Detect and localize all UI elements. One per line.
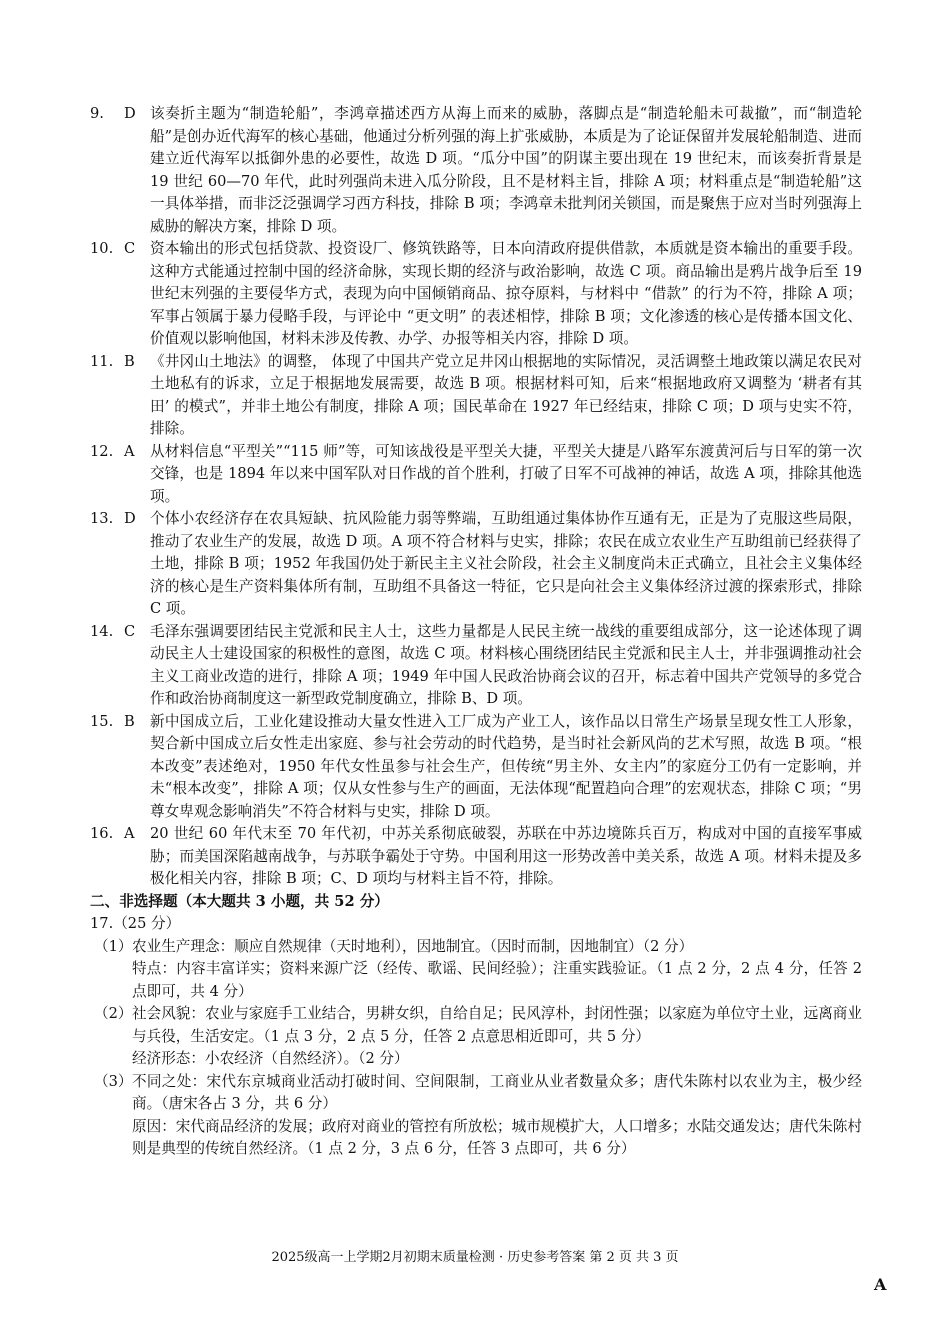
answer-item-15 xyxy=(90,711,862,824)
answer-item-11 xyxy=(90,351,862,441)
sub-answer-2 xyxy=(90,1003,862,1071)
answer-letter: D xyxy=(124,510,136,527)
question-number: 9. xyxy=(90,105,104,122)
sub-answer-1 xyxy=(90,936,862,1004)
sub-paragraph: 原因：宋代商品经济的发展；政府对商业的管控有所放松；城市规模扩大，人口增多；水陆交通发达；唐代朱陈村则是典型的传统自然经济。（1 点 2 分，3 点 6 分，任答 3 点即可，共 6 分） xyxy=(132,1117,862,1157)
answer-explanation: 新中国成立后，工业化建设推动大量女性进入工厂成为产业工人，该作品以日常生产场景呈现女性工人形象，契合新中国成立后女性走出家庭、参与社会劳动的时代趋势，是当时社会新风尚的艺术写照，故选 B 项。“根本改变”表述绝对，1950 年代女性虽参与社会生产，但传统“男主外、女主内”的家庭分工仍有一定影响，并未“根本改变”，排除 A 项；仅从女性参与生产的画面，无法体现“配置趋向合理”的宏观状态，排除 C 项；“男尊女卑观念影响消失”不符合材料与史实，排除 D 项。 xyxy=(150,712,862,820)
answer-explanation: 20 世纪 60 年代末至 70 年代初，中苏关系彻底破裂，苏联在中苏边境陈兵百万，构成对中国的直接军事威胁；而美国深陷越南战争，与苏联争霸处于守势。中国利用这一形势改善中美关系，故选 A 项。材料未提及多极化相关内容，排除 B 项；C、D 项均与材料主旨不符，排除。 xyxy=(150,825,862,887)
answer-explanation: 毛泽东强调要团结民主党派和民主人士，这些力量都是人民民主统一战线的重要组成部分，这一论述体现了调动民主人士建设国家的积极性的意图，故选 C 项。材料核心围绕团结民主党派和民主人士，并非强调推动社会主义工商业改造的进行，排除 A 项；1949 年中国人民政治协商会议的召开，标志着中国共产党领导的多党合作和政治协商制度这一新型政党制度确立，排除 B、D 项。 xyxy=(150,622,862,707)
sub-paragraph: 农业生产理念：顺应自然规律（天时地利），因地制宜。（因时而制，因地制宜）（2 分） xyxy=(132,937,694,955)
answer-letter: B xyxy=(124,352,135,370)
sub-number: （3） xyxy=(94,1072,133,1090)
question-number: 15. xyxy=(90,712,114,730)
version-mark: A xyxy=(874,1275,887,1294)
question-number: 14. xyxy=(90,622,114,640)
answer-explanation: 《井冈山土地法》的调整， 体现了中国共产党立足井冈山根据地的实际情况，灵活调整土地政策以满足农民对土地私有的诉求，立足于根据地发展需要，故选 B 项。根据材料可知，后来“根据地政府又调整为 ‘耕者有其田’ 的模式”，并非土地公有制度，排除 A 项；国民革命在 1927 年已经结束，排除 C 项；D 项与史实不符，排除。 xyxy=(150,352,862,437)
question-number: 16. xyxy=(90,825,114,842)
answer-item-13 xyxy=(90,508,862,621)
sub-paragraph: 特点：内容丰富详实；资料来源广泛（经传、歌谣、民间经验）；注重实践验证。（1 点 2 分，2 点 4 分，任答 2 点即可，共 4 分） xyxy=(132,960,862,1000)
answer-letter: A xyxy=(124,825,135,842)
question-number: 12. xyxy=(90,442,114,460)
answer-explanation: 从材料信息“平型关”“115 师”等，可知该战役是平型关大捷，平型关大捷是八路军东渡黄河后与日军的第一次交锋，也是 1894 年以来中国军队对日作战的首个胜利，打破了日军不可战神的神话，故选 A 项，排除其他选项。 xyxy=(150,442,862,505)
page-footer: 2025级高一上学期2月初期末质量检测 · 历史参考答案 第 2 页 共 3 页 xyxy=(271,1250,679,1265)
answer-explanation: 该奏折主题为“制造轮船”，李鸿章描述西方从海上而来的威胁，落脚点是“制造轮船未可裁撤”，而“制造轮船”是创办近代海军的核心基础，他通过分析列强的海上扩张威胁，本质是为了论证保留并发展轮船制造、进而建立近代海军以抵御外患的必要性，故选 D 项。“瓜分中国”的阴谋主要出现在 19 世纪末，而该奏折背景是 19 世纪 60—70 年代，此时列强尚未进入瓜分阶段，且不是材料主旨，排除 A 项；材料重点是“制造轮船”这一具体举措，而非泛泛强调学习西方科技，排除 B 项；李鸿章未批判闭关锁国，而是聚焦于应对当时列强海上威胁的解决方案，排除 D 项。 xyxy=(150,105,862,235)
answer-letter: D xyxy=(124,105,136,122)
question-number: 10. xyxy=(90,240,114,257)
question-number: 11. xyxy=(90,352,114,370)
question-number: 13. xyxy=(90,510,114,527)
sub-paragraph: 社会风貌：农业与家庭手工业结合，男耕女织，自给自足；民风淳朴，封闭性强；以家庭为单位守土业，远离商业与兵役，生活安定。（1 点 3 分，2 点 5 分，任答 2 点意思相近即可，共 5 分） xyxy=(132,1005,862,1045)
answer-item-9 xyxy=(90,103,862,238)
sub-number: （1） xyxy=(94,937,133,955)
answer-item-14 xyxy=(90,621,862,711)
answer-content xyxy=(90,103,862,1161)
answer-item-10 xyxy=(90,238,862,351)
answer-item-12 xyxy=(90,441,862,509)
answer-explanation: 资本输出的形式包括贷款、投资设厂、修筑铁路等，日本向清政府提供借款，本质就是资本输出的重要手段。这种方式能通过控制中国的经济命脉，实现长期的经济与政治影响，故选 C 项。商品输出是鸦片战争后至 19 世纪末列强的主要侵华方式，表现为向中国倾销商品、掠夺原料，与材料中 “借款” 的行为不符，排除 A 项；军事占领属于暴力侵略手段，与评论中 “更文明” 的表述相悖，排除 B 项；文化渗透的核心是传播本国文化、价值观以影响他国，材料未涉及传教、办学、办报等相关内容，排除 D 项。 xyxy=(150,240,862,347)
section-title: 二、非选择题（本大题共 3 小题，共 52 分） xyxy=(90,892,389,910)
answer-letter: A xyxy=(124,442,135,460)
answer-letter: C xyxy=(124,622,136,640)
sub-number: （2） xyxy=(94,1005,133,1022)
sub-answer-3 xyxy=(90,1071,862,1161)
sub-paragraph: 不同之处：宋代东京城商业活动打破时间、空间限制，工商业从业者数量众多；唐代朱陈村以农业为主，极少经商。（唐宋各占 3 分，共 6 分） xyxy=(132,1072,862,1112)
answer-item-16 xyxy=(90,823,862,891)
sub-paragraph: 经济形态：小农经济（自然经济）。（2 分） xyxy=(132,1050,409,1067)
answer-letter: B xyxy=(124,712,135,730)
question-17-title: 17.（25 分） xyxy=(90,915,181,932)
answer-letter: C xyxy=(124,240,136,257)
answer-explanation: 个体小农经济存在农具短缺、抗风险能力弱等弊端，互助组通过集体协作互通有无，正是为了克服这些局限，推动了农业生产的发展，故选 D 项。A 项不符合材料与史实，排除；农民在成立农业生产互助组前已经获得了土地，排除 B 项；1952 年我国仍处于新民主主义社会阶段，社会主义制度尚未正式确立，且社会主义集体经济的核心是生产资料集体所有制，互助组不具备这一特征，它只是向社会主义集体经济过渡的探索形式，排除 C 项。 xyxy=(150,510,862,617)
